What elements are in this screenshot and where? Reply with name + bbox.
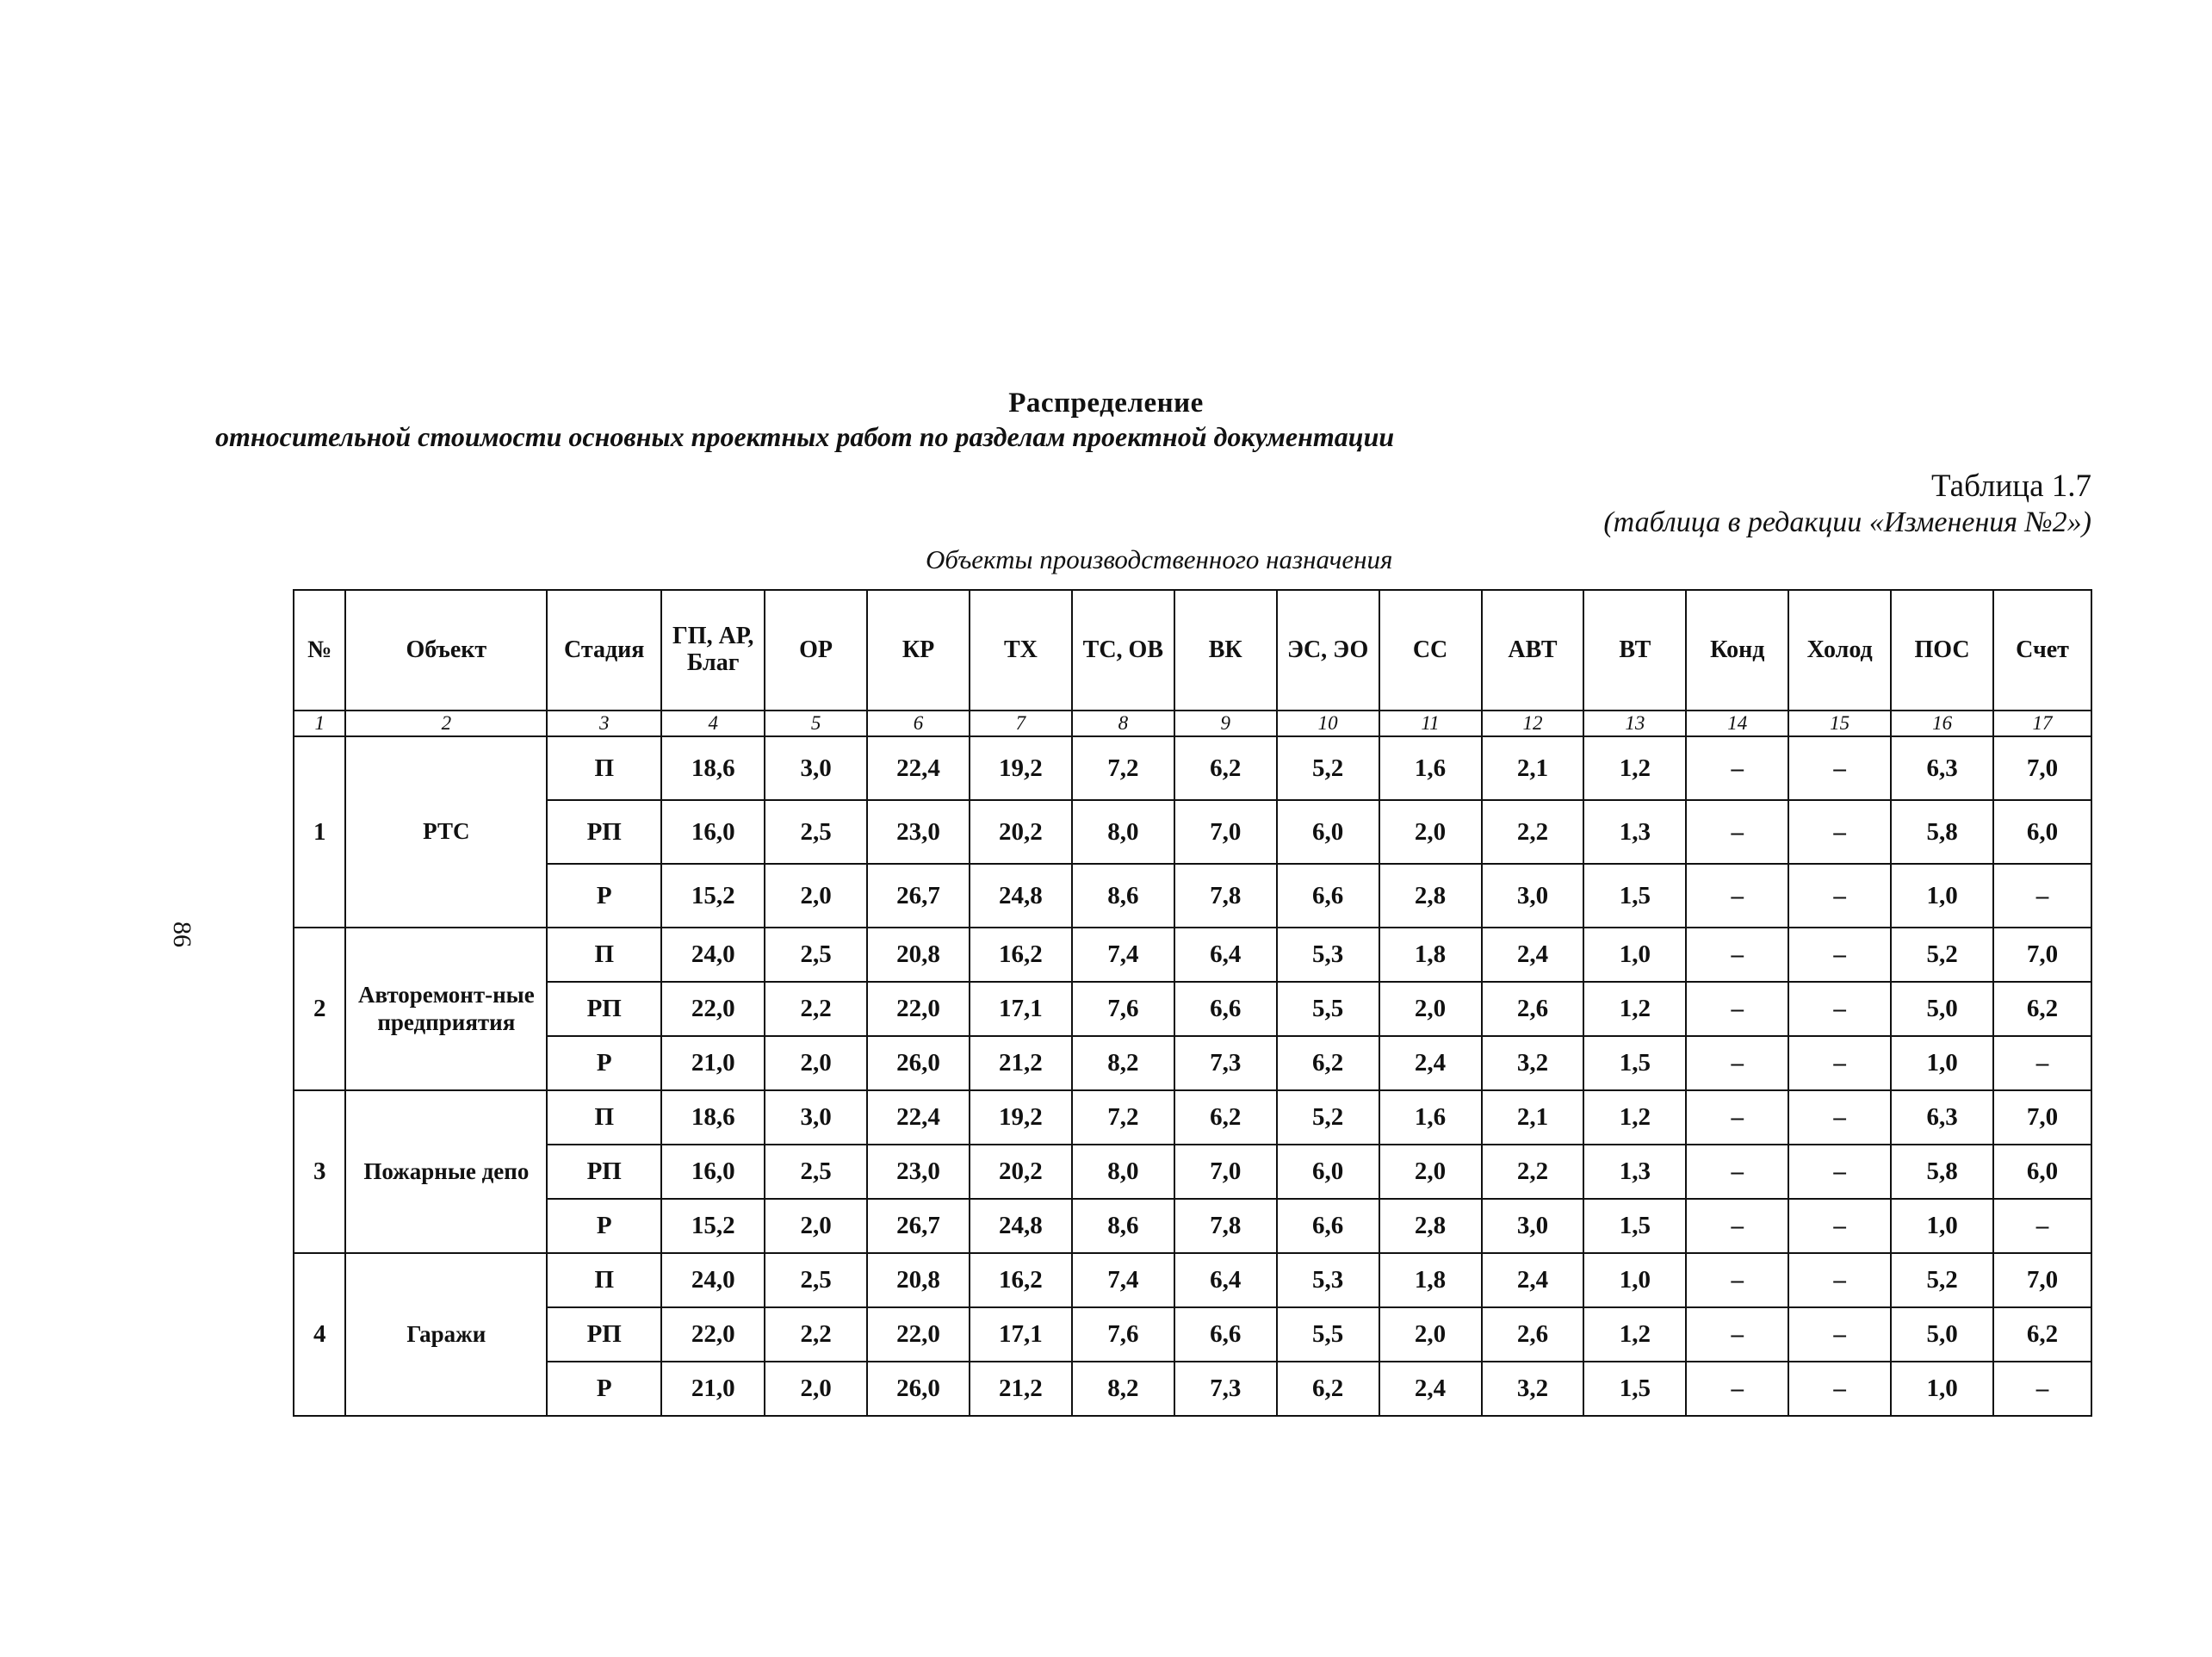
value-cell: – [1993, 1036, 2091, 1090]
value-cell: 18,6 [661, 1090, 765, 1145]
value-cell: 22,0 [867, 1307, 970, 1362]
value-cell: 2,1 [1482, 736, 1584, 800]
value-cell: 2,6 [1482, 1307, 1584, 1362]
row-number: 4 [294, 1253, 345, 1416]
value-cell: 5,3 [1277, 1253, 1379, 1307]
value-cell: – [1686, 1199, 1788, 1253]
object-name: Гаражи [345, 1253, 547, 1416]
value-cell: 6,2 [1174, 736, 1277, 800]
table-row [294, 1362, 2091, 1416]
value-cell: 1,0 [1891, 864, 1993, 928]
document-subtitle-heading: относительной стоимости основных проектных работ по разделам проектной документации [215, 421, 1395, 452]
stage-cell: Р [547, 1036, 661, 1090]
value-cell: 2,0 [765, 1036, 867, 1090]
value-cell: – [1686, 928, 1788, 982]
value-cell: 21,2 [970, 1362, 1072, 1416]
column-header: Стадия [547, 590, 661, 711]
column-index: 17 [1993, 711, 2091, 736]
value-cell: 8,0 [1072, 1145, 1174, 1199]
value-cell: 1,5 [1583, 1036, 1686, 1090]
value-cell: 5,5 [1277, 982, 1379, 1036]
table-row [294, 1199, 2091, 1253]
value-cell: 20,8 [867, 1253, 970, 1307]
stage-cell: РП [547, 800, 661, 864]
value-cell: – [1686, 1090, 1788, 1145]
value-cell: 7,6 [1072, 982, 1174, 1036]
value-cell: 26,0 [867, 1036, 970, 1090]
value-cell: 26,7 [867, 1199, 970, 1253]
value-cell: 17,1 [970, 1307, 1072, 1362]
value-cell: 24,0 [661, 928, 765, 982]
value-cell: 7,0 [1174, 1145, 1277, 1199]
value-cell: 7,0 [1993, 928, 2091, 982]
value-cell: 22,0 [661, 1307, 765, 1362]
row-number: 1 [294, 736, 345, 928]
value-cell: 5,2 [1891, 1253, 1993, 1307]
value-cell: 6,0 [1277, 800, 1379, 864]
value-cell: – [1788, 1362, 1891, 1416]
value-cell: 1,5 [1583, 1362, 1686, 1416]
value-cell: 26,7 [867, 864, 970, 928]
value-cell: 1,0 [1583, 1253, 1686, 1307]
table-row [294, 1036, 2091, 1090]
table-row [294, 864, 2091, 928]
value-cell: – [1686, 1253, 1788, 1307]
value-cell: 3,2 [1482, 1362, 1584, 1416]
header-row [294, 590, 2091, 711]
value-cell: 6,2 [1174, 1090, 1277, 1145]
value-cell: 5,8 [1891, 1145, 1993, 1199]
value-cell: 1,5 [1583, 864, 1686, 928]
table-note: (таблица в редакции «Изменения №2») [1603, 506, 2091, 538]
value-cell: 5,2 [1277, 1090, 1379, 1145]
value-cell: 2,4 [1379, 1362, 1482, 1416]
value-cell: 8,6 [1072, 864, 1174, 928]
column-index: 6 [867, 711, 970, 736]
value-cell: 2,2 [765, 1307, 867, 1362]
value-cell: 2,8 [1379, 864, 1482, 928]
value-cell: 7,0 [1174, 800, 1277, 864]
value-cell: 6,3 [1891, 736, 1993, 800]
value-cell: 6,4 [1174, 928, 1277, 982]
row-number: 2 [294, 928, 345, 1090]
column-index: 3 [547, 711, 661, 736]
value-cell: 1,3 [1583, 1145, 1686, 1199]
value-cell: 20,8 [867, 928, 970, 982]
value-cell: 2,2 [1482, 1145, 1584, 1199]
column-header: ПОС [1891, 590, 1993, 711]
value-cell: 7,0 [1993, 1090, 2091, 1145]
value-cell: 5,5 [1277, 1307, 1379, 1362]
value-cell: 16,0 [661, 1145, 765, 1199]
table-caption: Объекты производственного назначения [926, 544, 1393, 574]
value-cell: – [1788, 864, 1891, 928]
value-cell: 20,2 [970, 1145, 1072, 1199]
value-cell: 2,0 [1379, 1145, 1482, 1199]
value-cell: 1,2 [1583, 1307, 1686, 1362]
stage-cell: Р [547, 1362, 661, 1416]
value-cell: 6,3 [1891, 1090, 1993, 1145]
stage-cell: П [547, 928, 661, 982]
value-cell: 8,2 [1072, 1362, 1174, 1416]
value-cell: 2,2 [1482, 800, 1584, 864]
column-index: 10 [1277, 711, 1379, 736]
value-cell: 22,4 [867, 1090, 970, 1145]
column-index: 13 [1583, 711, 1686, 736]
column-index: 15 [1788, 711, 1891, 736]
value-cell: 2,5 [765, 800, 867, 864]
value-cell: 3,0 [765, 1090, 867, 1145]
value-cell: – [1993, 1362, 2091, 1416]
value-cell: 2,4 [1482, 928, 1584, 982]
table-row [294, 736, 2091, 800]
value-cell: 5,8 [1891, 800, 1993, 864]
value-cell: 2,6 [1482, 982, 1584, 1036]
value-cell: 1,8 [1379, 1253, 1482, 1307]
value-cell: 2,1 [1482, 1090, 1584, 1145]
value-cell: 7,4 [1072, 1253, 1174, 1307]
value-cell: 3,0 [765, 736, 867, 800]
value-cell: 21,0 [661, 1036, 765, 1090]
column-index: 8 [1072, 711, 1174, 736]
value-cell: – [1686, 736, 1788, 800]
column-header: КР [867, 590, 970, 711]
column-header: ОР [765, 590, 867, 711]
value-cell: 1,0 [1583, 928, 1686, 982]
table-body [294, 736, 2091, 1416]
value-cell: 7,8 [1174, 1199, 1277, 1253]
value-cell: 2,8 [1379, 1199, 1482, 1253]
value-cell: 16,2 [970, 1253, 1072, 1307]
page-number: 86 [168, 922, 196, 947]
column-index: 4 [661, 711, 765, 736]
value-cell: – [1788, 1090, 1891, 1145]
value-cell: 2,2 [765, 982, 867, 1036]
value-cell: 3,2 [1482, 1036, 1584, 1090]
value-cell: 8,2 [1072, 1036, 1174, 1090]
stage-cell: РП [547, 1307, 661, 1362]
value-cell: 2,5 [765, 1145, 867, 1199]
value-cell: 1,2 [1583, 1090, 1686, 1145]
table-row [294, 1090, 2091, 1145]
table-number: Таблица 1.7 [1931, 469, 2091, 504]
row-number: 3 [294, 1090, 345, 1253]
value-cell: – [1788, 982, 1891, 1036]
column-header: ГП, АР, Благ [661, 590, 765, 711]
column-header: ВК [1174, 590, 1277, 711]
value-cell: 16,2 [970, 928, 1072, 982]
value-cell: 2,4 [1379, 1036, 1482, 1090]
stage-cell: РП [547, 1145, 661, 1199]
value-cell: 5,0 [1891, 1307, 1993, 1362]
object-name: Пожарные депо [345, 1090, 547, 1253]
value-cell: 7,8 [1174, 864, 1277, 928]
table-row [294, 928, 2091, 982]
value-cell: 5,3 [1277, 928, 1379, 982]
value-cell: 5,0 [1891, 982, 1993, 1036]
value-cell: 2,0 [765, 1362, 867, 1416]
value-cell: 7,2 [1072, 1090, 1174, 1145]
stage-cell: РП [547, 982, 661, 1036]
column-header: Конд [1686, 590, 1788, 711]
value-cell: 17,1 [970, 982, 1072, 1036]
value-cell: 24,8 [970, 1199, 1072, 1253]
value-cell: 6,0 [1993, 800, 2091, 864]
table-row [294, 1145, 2091, 1199]
stage-cell: П [547, 736, 661, 800]
table-row [294, 1253, 2091, 1307]
value-cell: 6,6 [1174, 982, 1277, 1036]
value-cell: 6,2 [1277, 1036, 1379, 1090]
value-cell: 1,3 [1583, 800, 1686, 864]
value-cell: 1,8 [1379, 928, 1482, 982]
value-cell: 1,2 [1583, 736, 1686, 800]
value-cell: 3,0 [1482, 864, 1584, 928]
value-cell: – [1993, 1199, 2091, 1253]
value-cell: 15,2 [661, 864, 765, 928]
table-row [294, 982, 2091, 1036]
value-cell: – [1788, 1199, 1891, 1253]
value-cell: 8,0 [1072, 800, 1174, 864]
stage-cell: Р [547, 864, 661, 928]
value-cell: 7,2 [1072, 736, 1174, 800]
value-cell: 7,4 [1072, 928, 1174, 982]
stage-cell: П [547, 1253, 661, 1307]
column-header: СС [1379, 590, 1482, 711]
cost-distribution-table [293, 589, 2092, 1417]
column-index: 11 [1379, 711, 1482, 736]
column-index: 2 [345, 711, 547, 736]
value-cell: 5,2 [1891, 928, 1993, 982]
value-cell: 15,2 [661, 1199, 765, 1253]
column-index: 7 [970, 711, 1072, 736]
value-cell: – [1686, 1362, 1788, 1416]
value-cell: 2,5 [765, 928, 867, 982]
value-cell: 6,6 [1174, 1307, 1277, 1362]
value-cell: 2,0 [1379, 1307, 1482, 1362]
value-cell: 1,6 [1379, 1090, 1482, 1145]
value-cell: – [1686, 1307, 1788, 1362]
column-header: № [294, 590, 345, 711]
value-cell: 24,0 [661, 1253, 765, 1307]
value-cell: 5,2 [1277, 736, 1379, 800]
column-index: 16 [1891, 711, 1993, 736]
column-header: Счет [1993, 590, 2091, 711]
value-cell: 8,6 [1072, 1199, 1174, 1253]
value-cell: – [1686, 982, 1788, 1036]
column-index: 12 [1482, 711, 1584, 736]
column-header: Объект [345, 590, 547, 711]
value-cell: 2,5 [765, 1253, 867, 1307]
value-cell: 3,0 [1482, 1199, 1584, 1253]
value-cell: 22,4 [867, 736, 970, 800]
value-cell: 22,0 [867, 982, 970, 1036]
table-row [294, 800, 2091, 864]
column-header: Холод [1788, 590, 1891, 711]
column-index: 5 [765, 711, 867, 736]
value-cell: 20,2 [970, 800, 1072, 864]
column-header: ТС, ОВ [1072, 590, 1174, 711]
column-index: 14 [1686, 711, 1788, 736]
value-cell: – [1686, 800, 1788, 864]
object-name: Авторемонт-ные предприятия [345, 928, 547, 1090]
value-cell: 1,0 [1891, 1036, 1993, 1090]
value-cell: 19,2 [970, 736, 1072, 800]
value-cell: 1,2 [1583, 982, 1686, 1036]
column-header: ВТ [1583, 590, 1686, 711]
value-cell: 21,0 [661, 1362, 765, 1416]
value-cell: 1,5 [1583, 1199, 1686, 1253]
stage-cell: Р [547, 1199, 661, 1253]
table-row [294, 1307, 2091, 1362]
value-cell: – [1788, 1145, 1891, 1199]
value-cell: 2,0 [1379, 800, 1482, 864]
document-title: Распределение [1008, 388, 1204, 419]
value-cell: – [1686, 864, 1788, 928]
value-cell: – [1788, 800, 1891, 864]
value-cell: 2,0 [765, 864, 867, 928]
value-cell: – [1686, 1145, 1788, 1199]
value-cell: 1,6 [1379, 736, 1482, 800]
value-cell: 6,4 [1174, 1253, 1277, 1307]
value-cell: 21,2 [970, 1036, 1072, 1090]
value-cell: 6,0 [1993, 1145, 2091, 1199]
value-cell: 7,0 [1993, 736, 2091, 800]
value-cell: 2,0 [1379, 982, 1482, 1036]
value-cell: 26,0 [867, 1362, 970, 1416]
value-cell: 7,6 [1072, 1307, 1174, 1362]
value-cell: – [1686, 1036, 1788, 1090]
value-cell: 1,0 [1891, 1199, 1993, 1253]
value-cell: 7,0 [1993, 1253, 2091, 1307]
value-cell: – [1993, 864, 2091, 928]
value-cell: 2,4 [1482, 1253, 1584, 1307]
value-cell: 23,0 [867, 1145, 970, 1199]
value-cell: 24,8 [970, 864, 1072, 928]
object-name: РТС [345, 736, 547, 928]
value-cell: 2,0 [765, 1199, 867, 1253]
column-header: ТХ [970, 590, 1072, 711]
value-cell: 22,0 [661, 982, 765, 1036]
value-cell: 6,6 [1277, 1199, 1379, 1253]
value-cell: 16,0 [661, 800, 765, 864]
column-index-row [294, 711, 2091, 736]
value-cell: 1,0 [1891, 1362, 1993, 1416]
value-cell: – [1788, 1253, 1891, 1307]
value-cell: 6,2 [1277, 1362, 1379, 1416]
value-cell: – [1788, 928, 1891, 982]
value-cell: 6,2 [1993, 982, 2091, 1036]
column-index: 9 [1174, 711, 1277, 736]
value-cell: 19,2 [970, 1090, 1072, 1145]
value-cell: – [1788, 1307, 1891, 1362]
value-cell: – [1788, 1036, 1891, 1090]
value-cell: 7,3 [1174, 1036, 1277, 1090]
value-cell: – [1788, 736, 1891, 800]
column-index: 1 [294, 711, 345, 736]
value-cell: 6,2 [1993, 1307, 2091, 1362]
column-header: АВТ [1482, 590, 1584, 711]
value-cell: 18,6 [661, 736, 765, 800]
column-header: ЭС, ЭО [1277, 590, 1379, 711]
stage-cell: П [547, 1090, 661, 1145]
value-cell: 23,0 [867, 800, 970, 864]
value-cell: 7,3 [1174, 1362, 1277, 1416]
value-cell: 6,6 [1277, 864, 1379, 928]
value-cell: 6,0 [1277, 1145, 1379, 1199]
